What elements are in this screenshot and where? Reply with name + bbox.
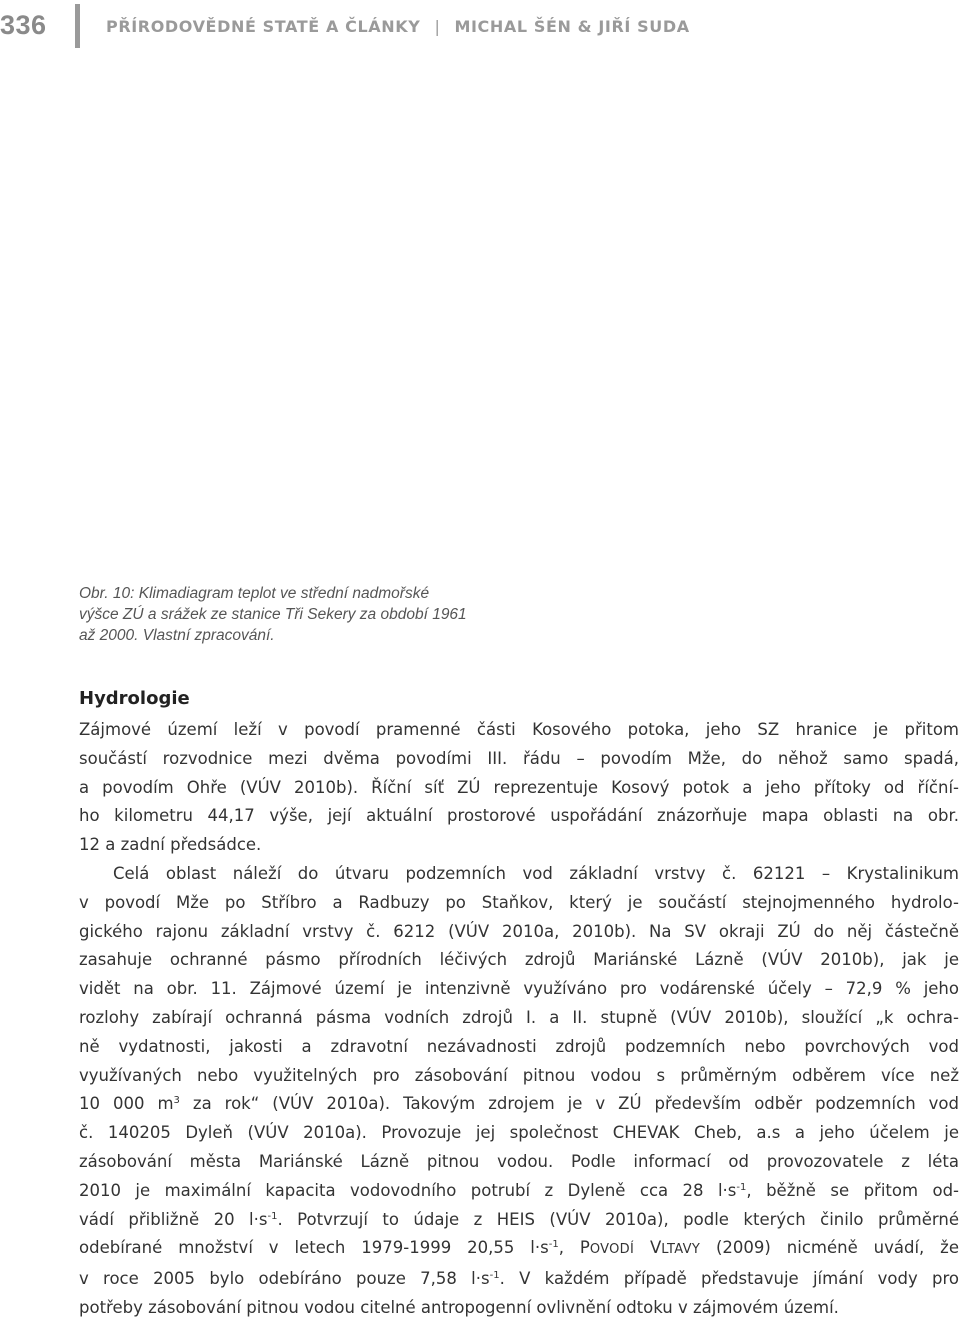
text-run: . Potvrzují to údaje z HEIS (VÚV 2010a), podle kterých činilo průměrné	[277, 1209, 960, 1229]
text-run: ,	[558, 1238, 580, 1258]
text-run: odebírané množství v letech 1979-1999 20,55 l·s	[79, 1238, 549, 1258]
text-line: vidět na obr. 11. Zájmové území je intenzivně využíváno pro vodárenské účely – 72,9 % jeho	[79, 979, 959, 999]
section-heading: Hydrologie	[79, 688, 190, 709]
text-run: 10 000 m	[79, 1094, 174, 1114]
text-line: zásobování města Mariánské Lázně pitnou vodou. Podle informací od provozovatele z léta	[79, 1151, 959, 1171]
text-run: za rok“ (VÚV 2010a). Takovým zdrojem je v ZÚ především odběr podzemních vod	[179, 1094, 959, 1114]
text-line: rozlohy zabírají ochranná pásma vodních zdrojů I. a II. stupně (VÚV 2010b), sloužící „k ochra-	[79, 1007, 959, 1027]
text-run: V	[650, 1238, 662, 1258]
superscript: -1	[267, 1210, 278, 1222]
page-header	[0, 0, 960, 60]
caption-line: Obr. 10: Klimadiagram teplot ve střední nadmořské	[79, 585, 430, 602]
text-line: Zájmové území leží v povodí pramenné části Kosového potoka, jeho SZ hranice je přitom	[79, 720, 959, 739]
running-header-section: PŘÍRODOVĚDNÉ STATĚ A ČLÁNKY	[106, 17, 421, 36]
text-run: 2010 je maximální kapacita vodovodního potrubí z Dyleně cca 28 l·s	[79, 1180, 737, 1200]
paragraph-2	[79, 860, 959, 1323]
page-number: 336	[0, 10, 47, 40]
text-run: . V každém případě představuje jímání vody pro	[499, 1269, 960, 1289]
text-line: potřeby zásobování pitnou vodou citelné antropogenní ovlivnění odtoku v zájmovém území.	[79, 1297, 839, 1317]
text-line: ně vydatnosti, jakosti a zdravotní nezávadnosti zdrojů podzemních nebo povrchových vod	[79, 1036, 959, 1056]
running-header	[106, 17, 690, 36]
text-line: Celá oblast náleží do útvaru podzemních vod základní vrstvy č. 62121 – Krystalinikum	[113, 863, 959, 883]
text-line: součástí rozvodnice mezi dvěma povodími III. řádu – povodím Mže, do něhož samo spadá,	[79, 748, 959, 768]
text-run: v roce 2005 bylo odebíráno pouze 7,58 l·s	[79, 1269, 490, 1289]
text-run: P	[579, 1238, 590, 1258]
text-run: OVODÍ	[589, 1242, 635, 1258]
text-line	[79, 1206, 959, 1235]
paragraph-1	[79, 716, 959, 860]
header-divider-bar	[75, 4, 80, 48]
text-line	[79, 1177, 959, 1206]
text-line: využívaných nebo využitelných pro zásobování pitnou vodou s průměrným odběrem více než	[79, 1065, 959, 1085]
figure-caption	[79, 583, 559, 646]
body-text	[79, 716, 959, 1323]
text-line: ho kilometru 44,17 výše, její aktuální prostorové uspořádání znázorňuje mapa oblasti na obr.	[79, 806, 959, 826]
caption-line: až 2000. Vlastní zpracování.	[79, 627, 275, 644]
text-line: a povodím Ohře (VÚV 2010b). Říční síť ZÚ reprezentuje Kosový potok a jeho přítoky od říční-	[79, 777, 959, 797]
text-line: gického rajonu základní vrstvy č. 6212 (VÚV 2010a, 2010b). Na SV okraji ZÚ do něj částečně	[79, 921, 959, 941]
superscript: -1	[548, 1239, 559, 1251]
text-run: (2009) nicméně uvádí, že	[700, 1238, 959, 1258]
running-header-authors: MICHAL ŠÉN & JIŘÍ SUDA	[454, 17, 690, 36]
text-run: LTAVY	[661, 1242, 701, 1258]
superscript: 3	[173, 1095, 180, 1107]
small-caps-author	[580, 1238, 700, 1257]
text-line	[79, 1090, 959, 1119]
text-run: , běžně se přitom od-	[746, 1180, 959, 1200]
text-line	[79, 1265, 959, 1294]
caption-line: výšce ZÚ a srážek ze stanice Tři Sekery za období 1961	[79, 606, 467, 623]
superscript: -1	[489, 1270, 500, 1282]
text-line: 12 a zadní předsádce.	[79, 835, 262, 855]
text-run: vádí přibližně 20 l·s	[79, 1209, 268, 1229]
text-line	[79, 1234, 959, 1265]
running-header-separator: |	[434, 17, 441, 36]
superscript: -1	[736, 1181, 747, 1193]
text-line: v povodí Mže po Stříbro a Radbuzy po Staňkov, který je součástí stejnojmenného hydrolo-	[79, 892, 959, 912]
text-line: č. 140205 Dyleň (VÚV 2010a). Provozuje jej společnost CHEVAK Cheb, a.s a jeho účelem je	[79, 1123, 959, 1143]
text-line: zasahuje ochranné pásmo přírodních léčivých zdrojů Mariánské Lázně (VÚV 2010b), jak je	[79, 950, 959, 970]
